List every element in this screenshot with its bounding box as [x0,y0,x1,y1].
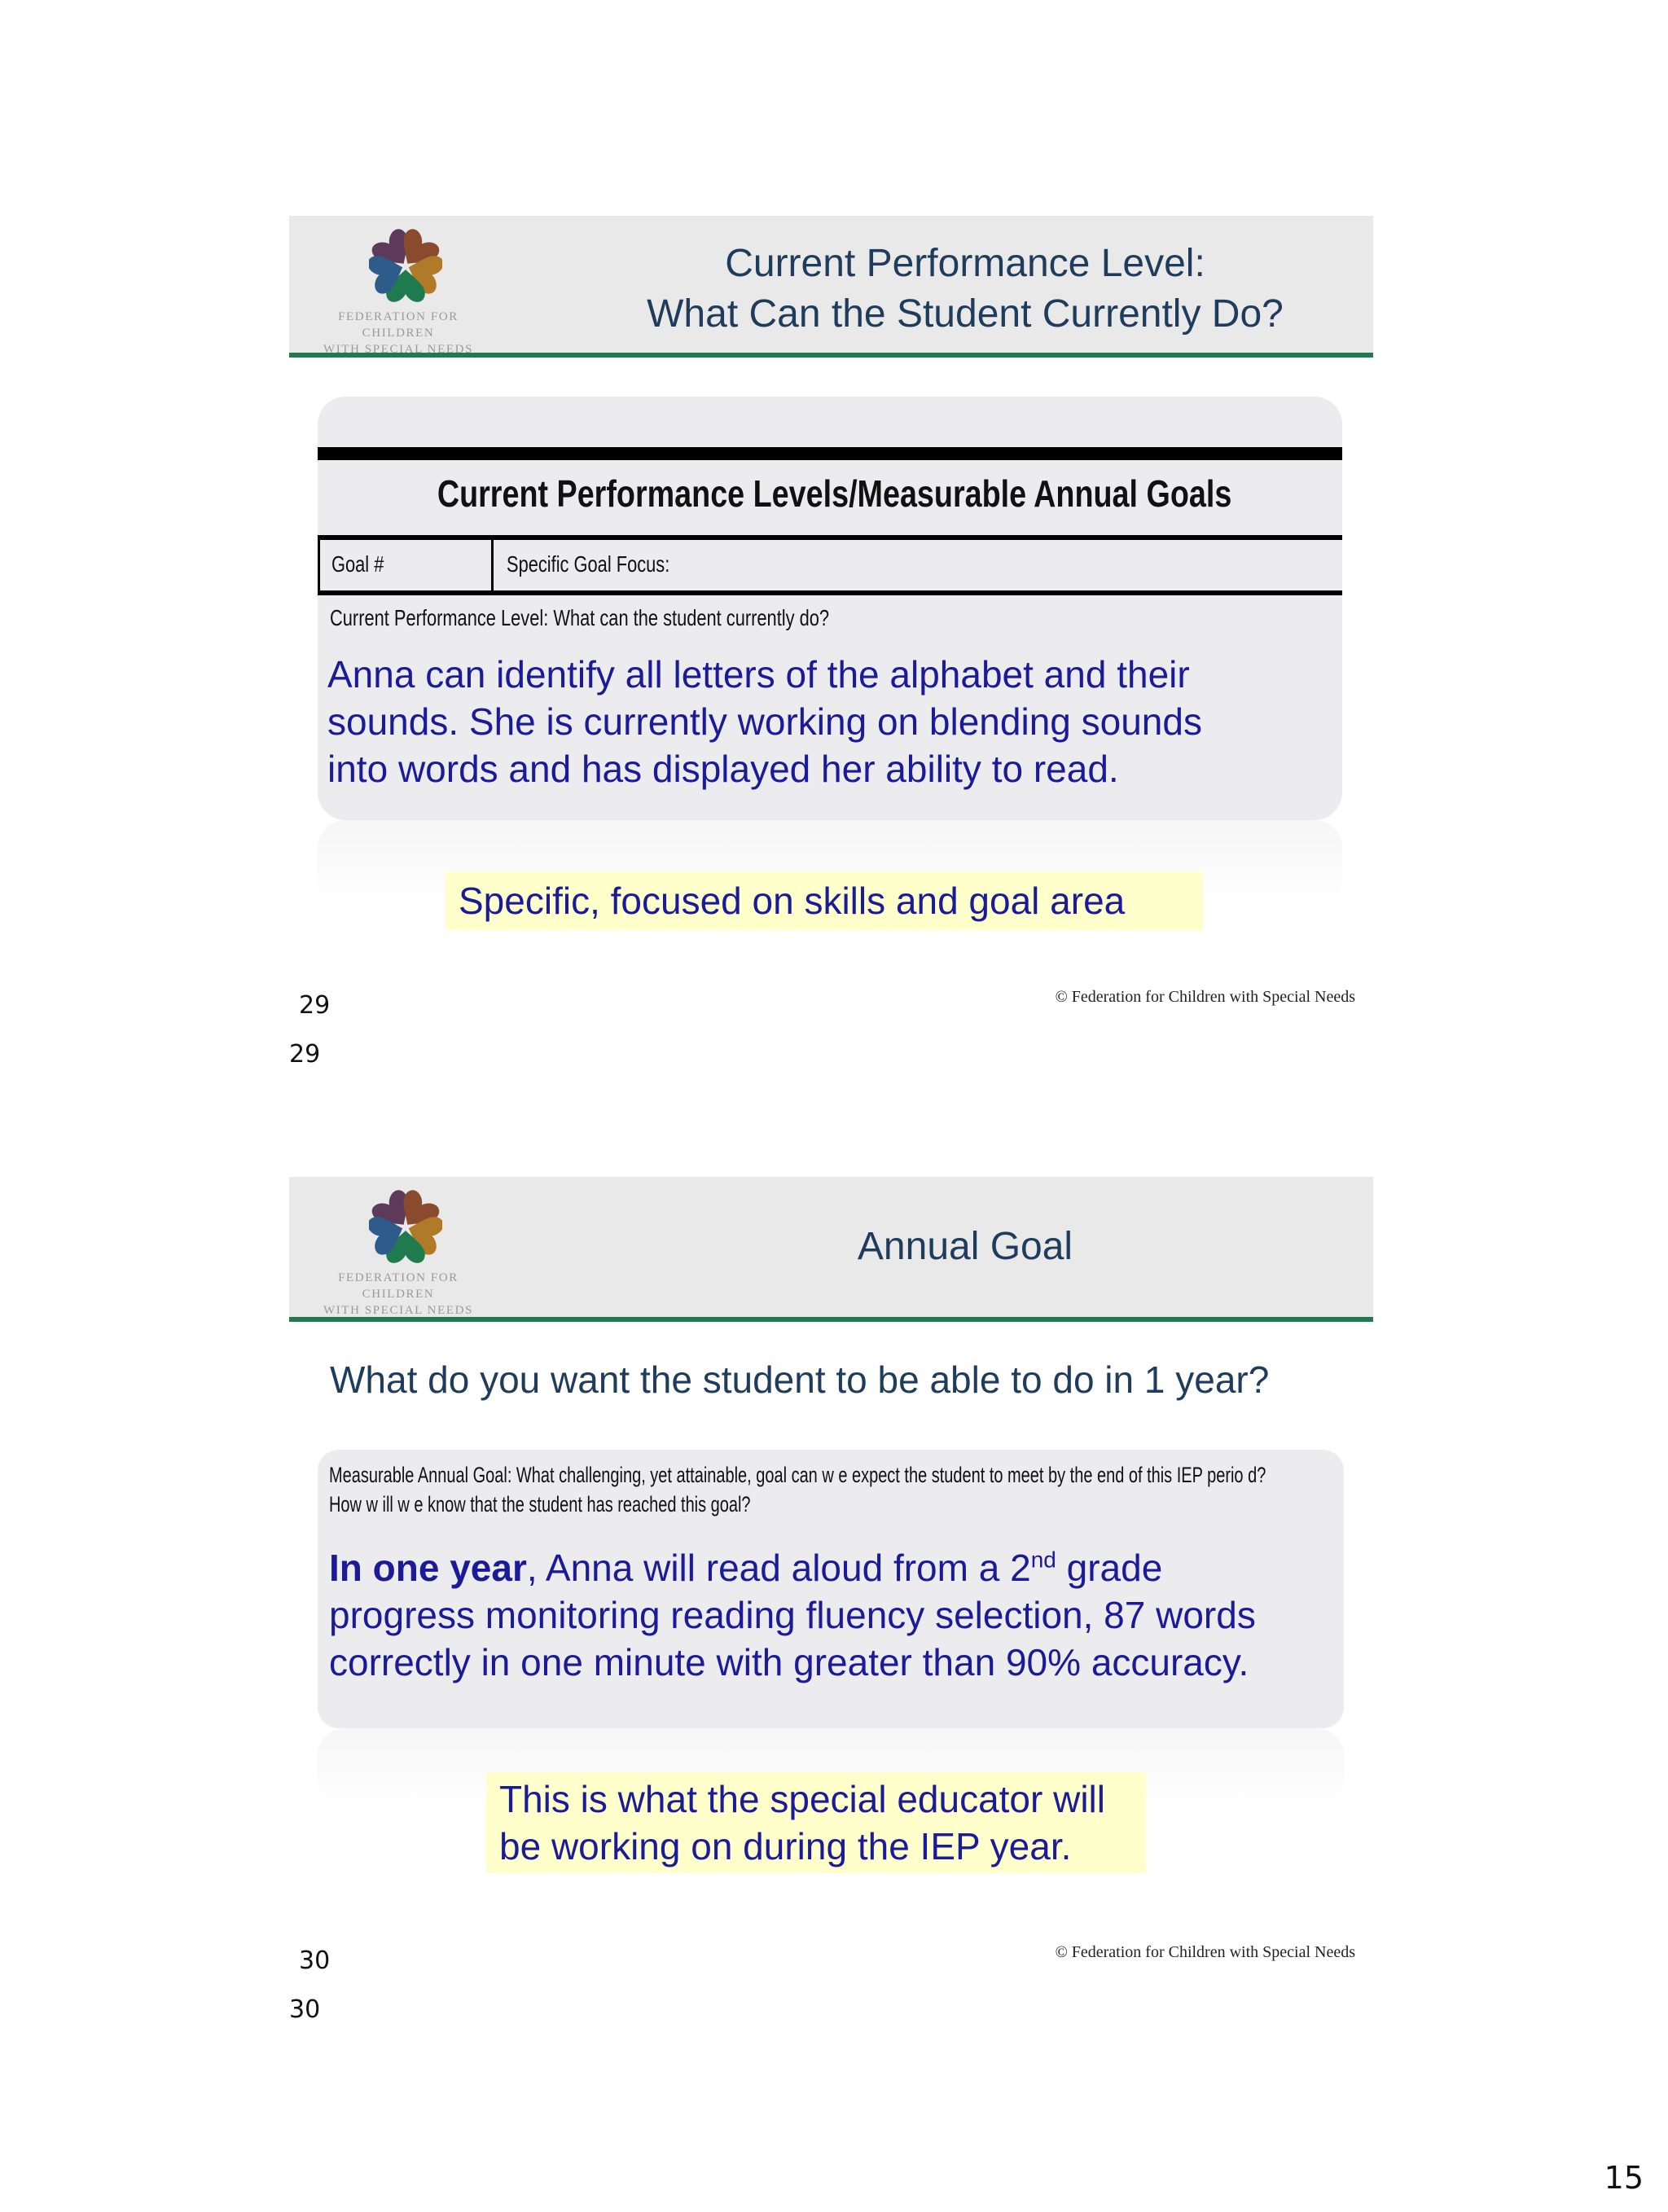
goal-number-label: Goal # [331,551,384,577]
slide-30 [289,0,1373,2212]
goal-line2: progress monitoring reading fluency selection, 87 words [329,1594,1256,1636]
slide-number: 29 [299,991,331,1020]
slide-header [289,1177,1373,1322]
note-line: This is what the special educator will [499,1778,1105,1820]
federation-logo [301,1188,496,1317]
goal-focus-label: Specific Goal Focus: [507,551,670,577]
slide-number: 30 [299,1946,331,1975]
callout-note [486,1772,1146,1873]
goal-question: What do you want the student to be able to do in 1 year? [330,1358,1270,1401]
measurable-goal-prompt-2: How w ill w e know that the student has reached this goal? [329,1492,751,1516]
goal-bold: In one year [329,1547,527,1589]
page-label: 30 [289,1995,321,2024]
logo-line1: FEDERATION FOR CHILDREN [338,310,459,340]
annual-goal-text [329,1544,1256,1686]
title-line1: Current Performance Level: [725,242,1205,285]
heart-flower-icon [369,1188,442,1266]
logo-line2: WITH SPECIAL NEEDS [323,1304,474,1317]
form-heading: Current Performance Levels/Measurable Annual Goals [437,472,1232,515]
slide-title: Annual Goal [857,1225,1073,1268]
goal-line3: correctly in one minute with greater than 90% accuracy. [329,1641,1249,1683]
body-line: Anna can identify all letters of the alphabet and their [327,653,1190,696]
page-label: 29 [289,1040,321,1069]
logo-line2: WITH SPECIAL NEEDS [323,343,474,356]
copyright: © Federation for Children with Special Needs [1055,988,1355,1006]
page-number: 15 [1604,2160,1644,2196]
current-performance-label: Current Performance Level: What can the student currently do? [330,605,830,630]
body-line: into words and has displayed her ability to read. [327,748,1119,790]
note-line: be working on during the IEP year. [499,1825,1072,1867]
callout-note: Specific, focused on skills and goal area [446,871,1203,930]
annual-goal-box [318,1450,1344,1728]
goal-line1: In one year, Anna will read aloud from a 2nd grade [329,1547,1163,1589]
title-line2: What Can the Student Currently Do? [647,292,1284,336]
body-line: sounds. She is currently working on blending sounds [327,700,1202,743]
copyright: © Federation for Children with Special Needs [1055,1943,1355,1961]
measurable-goal-prompt: Measurable Annual Goal: What challenging, yet attainable, goal can w e expect the student to meet by the end of this IEP perio d? [329,1463,1266,1487]
logo-line1: FEDERATION FOR CHILDREN [338,1271,459,1301]
